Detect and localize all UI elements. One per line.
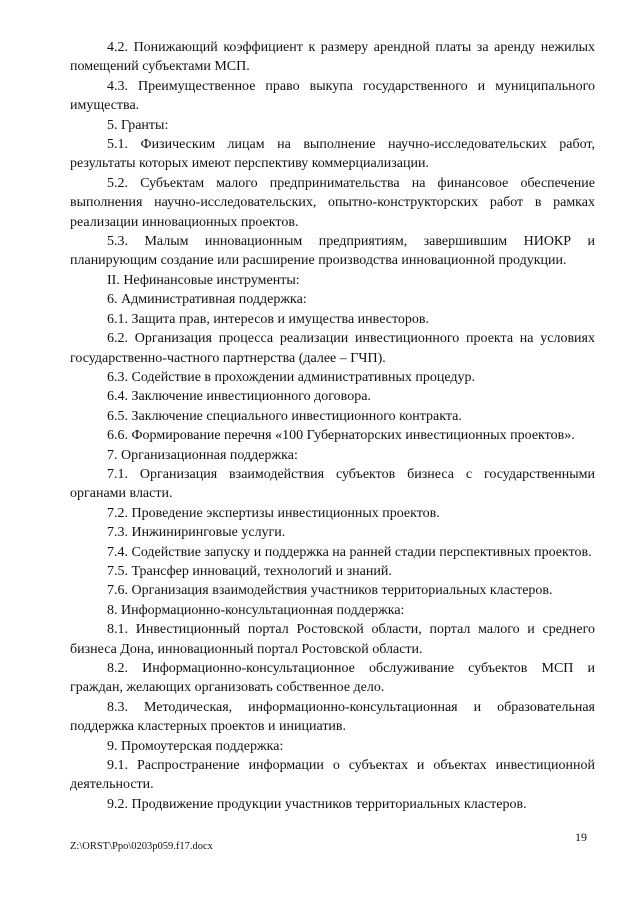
paragraph-7-4: 7.4. Содействие запуску и поддержка на ранней стадии перспективных проектов. bbox=[107, 544, 592, 560]
document-body bbox=[70, 38, 595, 814]
paragraph-7-1: 7.1. Организация взаимодействия субъектов бизнеса с государственными органами власти. bbox=[70, 466, 595, 502]
paragraph-6-heading: 6. Административная поддержка: bbox=[107, 292, 307, 308]
paragraph-7-2: 7.2. Проведение экспертизы инвестиционных проектов. bbox=[107, 505, 440, 521]
paragraph-6-6: 6.6. Формирование перечня «100 Губернаторских инвестиционных проектов». bbox=[107, 428, 575, 444]
paragraph-5-1: 5.1. Физическим лицам на выполнение научно-исследовательских работ, результаты которых имеют перспективу коммерциализации. bbox=[70, 137, 595, 172]
footer-file-path: Z:\ORST\Ppo\0203p059.f17.docx bbox=[70, 841, 213, 852]
paragraph-5-3: 5.3. Малым инновационным предприятиям, завершившим НИОКР и планирующим создание или расширение производства инновационной продукции. bbox=[70, 234, 595, 269]
paragraph-7-6: 7.6. Организация взаимодействия участников территориальных кластеров. bbox=[107, 583, 553, 599]
page-number: 19 bbox=[575, 830, 587, 844]
paragraph-4-3: 4.3. Преимущественное право выкупа государственного и муниципального имущества. bbox=[70, 78, 595, 114]
paragraph-9-1: 9.1. Распространение информации о субъектах и объектах инвестиционной деятельности. bbox=[70, 758, 595, 793]
paragraph-4-2: 4.2. Понижающий коэффициент к размеру арендной платы за аренду нежилых помещений субъектами МСП. bbox=[70, 40, 595, 75]
paragraph-5-heading: 5. Гранты: bbox=[107, 117, 169, 133]
paragraph-6-3: 6.3. Содействие в прохождении административных процедур. bbox=[107, 369, 476, 385]
paragraph-6-5: 6.5. Заключение специального инвестиционного контракта. bbox=[107, 408, 462, 424]
paragraph-5-2: 5.2. Субъектам малого предпринимательства на финансовое обеспечение выполнения научно-исследовательских, опытно-конструкторских работ в рамках реализации инновационных проектов. bbox=[70, 175, 595, 230]
paragraph-7-heading: 7. Организационная поддержка: bbox=[107, 447, 298, 463]
paragraph-8-3: 8.3. Методическая, информационно-консультационная и образовательная поддержка кластерных проектов и инициатив. bbox=[70, 699, 595, 735]
paragraph-6-2: 6.2. Организация процесса реализации инвестиционного проекта на условиях государственно-частного партнерства (далее – ГЧП). bbox=[70, 331, 595, 366]
paragraph-9-heading: 9. Промоутерская поддержка: bbox=[107, 738, 284, 754]
paragraph-8-1: 8.1. Инвестиционный портал Ростовской области, портал малого и среднего бизнеса Дона, инновационный портал Ростовской области. bbox=[70, 622, 595, 657]
paragraph-8-2: 8.2. Информационно-консультационное обслуживание субъектов МСП и граждан, желающих организовать собственное дело. bbox=[70, 661, 595, 696]
paragraph-6-4: 6.4. Заключение инвестиционного договора. bbox=[107, 389, 371, 405]
paragraph-6-1: 6.1. Защита прав, интересов и имущества инвесторов. bbox=[107, 311, 430, 327]
paragraph-9-2: 9.2. Продвижение продукции участников территориальных кластеров. bbox=[107, 796, 527, 812]
paragraph-7-5: 7.5. Трансфер инноваций, технологий и знаний. bbox=[107, 563, 392, 579]
section-ii-heading: II. Нефинансовые инструменты: bbox=[107, 272, 300, 288]
paragraph-7-3: 7.3. Инжиниринговые услуги. bbox=[107, 525, 286, 541]
paragraph-8-heading: 8. Информационно-консультационная поддержка: bbox=[107, 602, 405, 618]
